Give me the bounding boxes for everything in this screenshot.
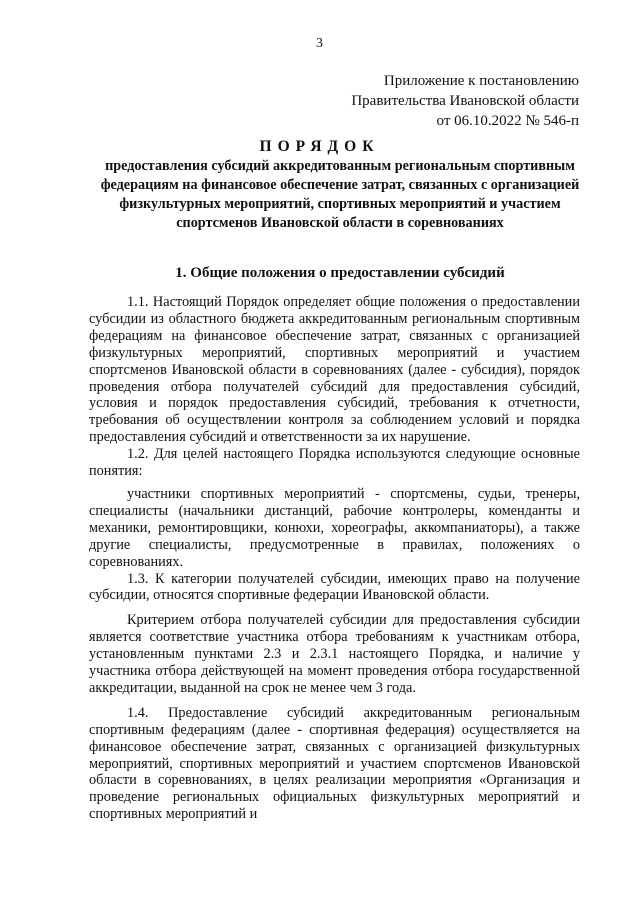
annex-block [259, 71, 579, 131]
paragraph-criteria: Критерием отбора получателей субсидии для предоставления субсидии является соответствие участника отбора требованиям к участникам отбора, установленным пунктами 2.3 и 2.3.1 настоящего Порядка, и наличие у участника отбора действующей на момент проведения отбора государственной аккредитации, выданной на срок не менее чем 3 года. [89, 612, 580, 696]
section-heading: 1. Общие положения о предоставлении субсидий [175, 265, 505, 281]
paragraph-1-3: 1.3. К категории получателей субсидии, имеющих право на получение субсидии, относятся спортивные федерации Ивановской области. [89, 570, 580, 604]
document-subtitle: предоставления субсидий аккредитованным региональным спортивным федерациям на финансовое обеспечение затрат, связанных с организацией физкультурных мероприятий, спортивных мероприятий и участием спортсменов Ивановской области в соревнованиях [100, 158, 580, 231]
annex-line-2: Правительства Ивановской области [351, 93, 579, 109]
paragraph-1-1: 1.1. Настоящий Порядок определяет общие положения о предоставлении субсидии из областного бюджета аккредитованным региональным спортивным федерациям на финансовое обеспечение затрат, связанных с организацией физкультурных мероприятий, спортивных мероприятий и участием спортсменов Ивановской области в соревнованиях (далее - субсидия), порядок проведения отбора получателей субсидий для предоставления субсидий, условия и порядок предоставления субсидий, требования к отчетности, требования об осуществлении контроля за соблюдением условий и порядка предоставления субсидий и ответственности за их нарушение. [89, 294, 580, 446]
document-title: ПОРЯДОК [259, 138, 380, 155]
paragraph-1-2: 1.2. Для целей настоящего Порядка используются следующие основные понятия: [89, 446, 580, 480]
annex-line-3: от 06.10.2022 № 546-п [436, 113, 579, 129]
page-number: 3 [316, 36, 323, 51]
document-body [89, 294, 580, 823]
paragraph-definitions: участники спортивных мероприятий - спортсмены, судьи, тренеры, специалисты (начальники дистанций, рабочие контролеры, коменданты и механики, ремонтировщики, конюхи, хореографы, аккомпаниаторы), а также другие специалисты, предусмотренные в правилах, положениях о соревнованиях. [89, 485, 580, 570]
paragraph-1-4: 1.4. Предоставление субсидий аккредитованным региональным спортивным федерациям (далее - спортивная федерация) осуществляется на финансовое обеспечение затрат, связанных с организацией физкультурных мероприятий, спортивных мероприятий и участием спортсменов Ивановской области в соревнованиях, в целях реализации мероприятия «Организация и проведение региональных официальных физкультурных мероприятий и спортивных мероприятий и [89, 704, 580, 823]
annex-line-1: Приложение к постановлению [383, 73, 579, 89]
